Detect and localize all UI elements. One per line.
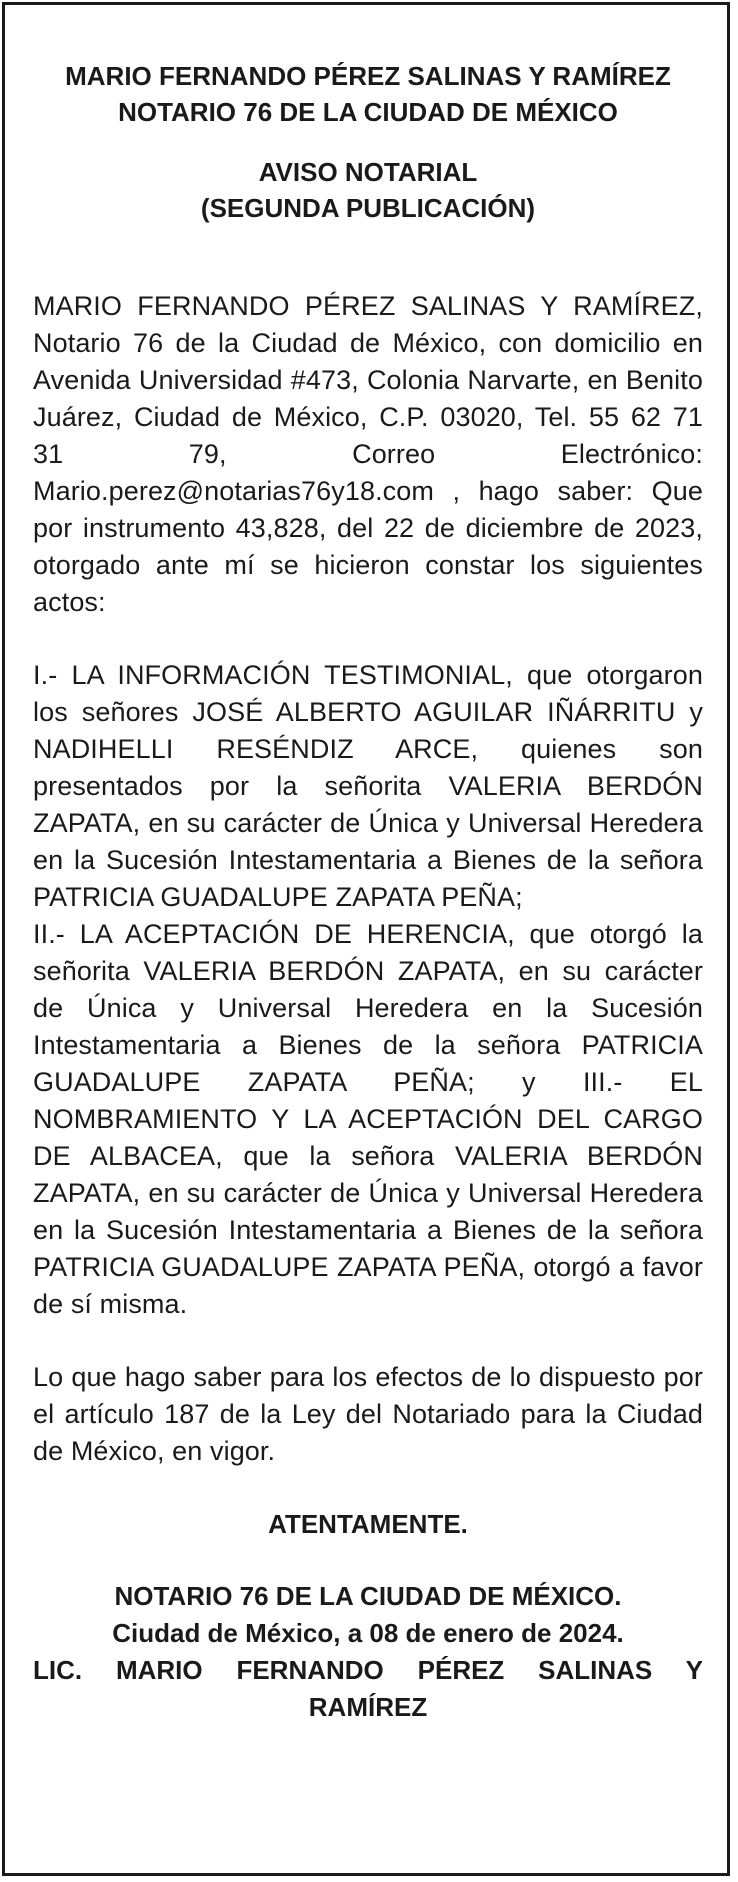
signer-name-line-2: RAMÍREZ xyxy=(308,1692,428,1722)
notary-title-heading: NOTARIO 76 DE LA CIUDAD DE MÉXICO xyxy=(118,97,618,127)
notary-name-heading: MARIO FERNANDO PÉREZ SALINAS Y RAMÍREZ xyxy=(65,61,671,91)
act-one-paragraph: I.- LA INFORMACIÓN TESTIMONIAL, que otorgaron los señores JOSÉ ALBERTO AGUILAR IÑÁRRITU y NADIHELLI RESÉNDIZ ARCE, quienes son presentados por la señorita VALERIA BERDÓN ZAPATA, en su carácter de Única y Universal Heredera en la Sucesión Intestamentaria a Bienes de la señora PATRICIA GUADALUPE ZAPATA PEÑA; xyxy=(33,660,703,912)
act-two-three-paragraph: II.- LA ACEPTACIÓN DE HERENCIA, que otorgó la señorita VALERIA BERDÓN ZAPATA, en su carácter de Única y Universal Heredera en la Sucesión Intestamentaria a Bienes de la señora PATRICIA GUADALUPE ZAPATA PEÑA; y III.- EL NOMBRAMIENTO Y LA ACEPTACIÓN DEL CARGO DE ALBACEA, que la señora VALERIA BERDÓN ZAPATA, en su carácter de Única y Universal Heredera en la Sucesión Intestamentaria a Bienes de la señora PATRICIA GUADALUPE ZAPATA PEÑA, otorgó a favor de sí misma. xyxy=(33,919,703,1319)
notice-title: AVISO NOTARIAL xyxy=(258,157,478,187)
place-date: Ciudad de México, a 08 de enero de 2024. xyxy=(112,1618,624,1648)
closing-paragraph: Lo que hago saber para los efectos de lo dispuesto por el artículo 187 de la Ley del Notariado para la Ciudad de México, en vigor. xyxy=(33,1362,703,1466)
notice-content xyxy=(33,58,703,1726)
notary-office: NOTARIO 76 DE LA CIUDAD DE MÉXICO. xyxy=(114,1581,622,1611)
notice-subtitle: (SEGUNDA PUBLICACIÓN) xyxy=(200,193,536,223)
intro-paragraph: MARIO FERNANDO PÉREZ SALINAS Y RAMÍREZ, Notario 76 de la Ciudad de México, con domicilio en Avenida Universidad #473, Colonia Narvarte, en Benito Juárez, Ciudad de México, C.P. 03020, Tel. 55 62 71 31 79, Correo Electrónico: Mario.perez@notarias76y18.com , hago saber: Que por instrumento 43,828, del 22 de diciembre de 2023, otorgado ante mí se hicieron constar los siguientes actos: xyxy=(33,291,703,617)
signer-name-line-1: LIC. MARIO FERNANDO PÉREZ SALINAS Y xyxy=(33,1655,703,1685)
salutation: ATENTAMENTE. xyxy=(268,1509,468,1539)
